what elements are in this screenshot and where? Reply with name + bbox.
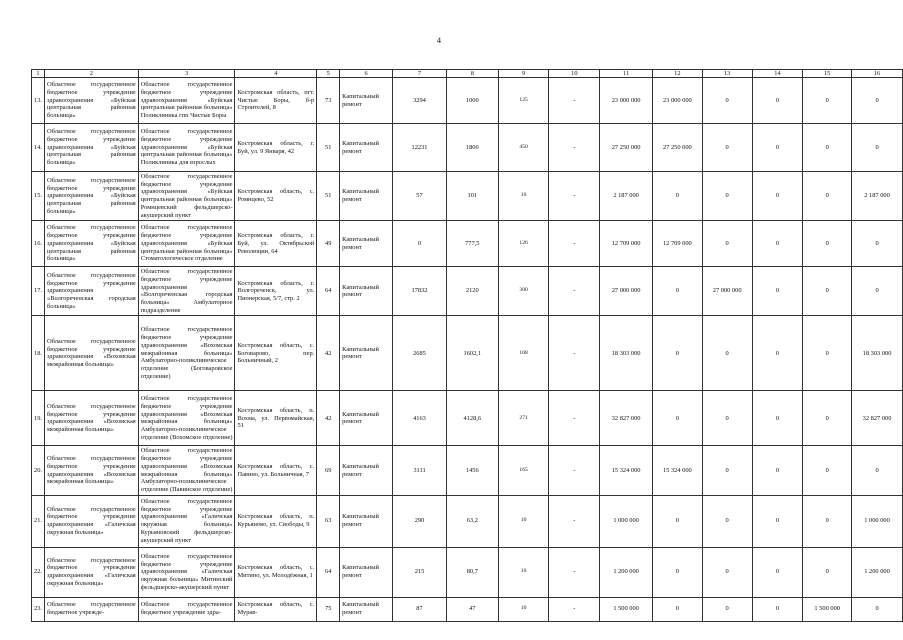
- table-row: [32, 495, 903, 547]
- col-11-value: 1 500 000: [600, 597, 653, 621]
- col-8-value: 4128,6: [446, 391, 498, 446]
- column-number: 1: [32, 70, 45, 78]
- col-8-value: 63,2: [446, 495, 498, 547]
- col-7-value: 290: [393, 495, 447, 547]
- column-number: 4: [235, 70, 317, 78]
- col-14-value: 0: [752, 78, 803, 124]
- col-8-value: 1800: [446, 124, 498, 172]
- work-type: Капитальный ремонт: [340, 446, 393, 495]
- col-13-value: 27 000 000: [702, 267, 752, 316]
- col-8-value: 101: [446, 172, 498, 221]
- col-9-value: 300: [498, 267, 549, 316]
- col-9-value: 165: [498, 446, 549, 495]
- col-14-value: 0: [752, 172, 803, 221]
- col-14-value: 0: [752, 391, 803, 446]
- address: Костромская область, с. Павино, ул. Больничная, 7: [235, 446, 317, 495]
- col-10-value: -: [549, 172, 600, 221]
- col-14-value: 0: [752, 316, 803, 391]
- institution-name: Областное государственное бюджетное учреждение здравоохранения «Вохомская межрайонная больница» Амбулаторно-поликлиническое отделение (Боговаровское отделение): [138, 316, 235, 391]
- col-15-value: 0: [803, 78, 852, 124]
- work-type: Капитальный ремонт: [340, 316, 393, 391]
- col-12-value: 0: [652, 495, 702, 547]
- col-5-value: 64: [317, 267, 340, 316]
- row-number: 23.: [32, 597, 45, 621]
- col-8-value: 80,7: [446, 547, 498, 597]
- col-7-value: 17832: [393, 267, 447, 316]
- col-12-value: 15 324 000: [652, 446, 702, 495]
- col-12-value: 0: [652, 267, 702, 316]
- col-11-value: 15 324 000: [600, 446, 653, 495]
- address: Костромская область, п. Курьяново, ул. Свободы, 9: [235, 495, 317, 547]
- col-5-value: 64: [317, 547, 340, 597]
- col-10-value: -: [549, 391, 600, 446]
- col-12-value: 0: [652, 547, 702, 597]
- table-row: [32, 124, 903, 172]
- col-10-value: -: [549, 495, 600, 547]
- work-type: Капитальный ремонт: [340, 547, 393, 597]
- row-number: 13.: [32, 78, 45, 124]
- row-number: 20.: [32, 446, 45, 495]
- col-13-value: 0: [702, 172, 752, 221]
- col-12-value: 0: [652, 597, 702, 621]
- col-12-value: 0: [652, 391, 702, 446]
- col-7-value: 3111: [393, 446, 447, 495]
- col-16-value: 2 187 000: [852, 172, 903, 221]
- work-type: Капитальный ремонт: [340, 495, 393, 547]
- col-12-value: 27 250 000: [652, 124, 702, 172]
- column-number-row: [32, 70, 903, 78]
- institution-name: Областное государственное бюджетное учреждение здравоохранения «Буйская центральная районная больница» Ромнцевский фельдшерско-акушерский пункт: [138, 172, 235, 221]
- col-11-value: 18 303 000: [600, 316, 653, 391]
- col-16-value: 0: [852, 221, 903, 267]
- col-13-value: 0: [702, 391, 752, 446]
- col-13-value: 0: [702, 597, 752, 621]
- col-9-value: 126: [498, 221, 549, 267]
- col-9-value: 450: [498, 124, 549, 172]
- col-11-value: 23 000 000: [600, 78, 653, 124]
- col-5-value: 42: [317, 316, 340, 391]
- col-7-value: 0: [393, 221, 447, 267]
- organization-name: Областное государственное бюджетное учреждение здравоохранения «Волгореченская городская больница»: [45, 267, 139, 316]
- table-row: [32, 172, 903, 221]
- page-number: 4: [437, 36, 441, 45]
- table-row: [32, 316, 903, 391]
- col-7-value: 3294: [393, 78, 447, 124]
- col-5-value: 42: [317, 391, 340, 446]
- row-number: 19.: [32, 391, 45, 446]
- organization-name: Областное государственное бюджетное учреждение здравоохранения «Вохомская межрайонная больница»: [45, 316, 139, 391]
- col-8-value: 1602,1: [446, 316, 498, 391]
- col-16-value: 0: [852, 78, 903, 124]
- institution-name: Областное государственное бюджетное учреждение здравоохранения «Галичская окружная больница» Митинский фельдшерско-акушерский пункт: [138, 547, 235, 597]
- col-7-value: 12231: [393, 124, 447, 172]
- col-16-value: 0: [852, 124, 903, 172]
- address: Костромская область, п. Вохма, ул. Первомайская, 51: [235, 391, 317, 446]
- row-number: 14.: [32, 124, 45, 172]
- col-15-value: 0: [803, 124, 852, 172]
- col-10-value: -: [549, 78, 600, 124]
- column-number: 6: [340, 70, 393, 78]
- col-16-value: 0: [852, 597, 903, 621]
- col-15-value: 0: [803, 267, 852, 316]
- column-number: 2: [45, 70, 139, 78]
- organization-name: Областное государственное бюджетное учреждение здравоохранения «Галичская окружная больница»: [45, 495, 139, 547]
- col-11-value: 27 250 000: [600, 124, 653, 172]
- col-7-value: 87: [393, 597, 447, 621]
- col-15-value: 0: [803, 495, 852, 547]
- col-14-value: 0: [752, 597, 803, 621]
- col-16-value: 0: [852, 446, 903, 495]
- organization-name: Областное государственное бюджетное учреждение здравоохранения «Вохомская межрайонная больница»: [45, 446, 139, 495]
- col-14-value: 0: [752, 221, 803, 267]
- col-9-value: 125: [498, 78, 549, 124]
- col-5-value: 75: [317, 597, 340, 621]
- col-5-value: 73: [317, 78, 340, 124]
- organization-name: Областное государственное бюджетное учреждение здравоохранения «Буйская центральная районная больница»: [45, 78, 139, 124]
- address: Костромская область, пгт. Чистые Боры, б-р Строителей, 8: [235, 78, 317, 124]
- col-14-value: 0: [752, 446, 803, 495]
- col-5-value: 63: [317, 495, 340, 547]
- col-10-value: -: [549, 267, 600, 316]
- work-type: Капитальный ремонт: [340, 221, 393, 267]
- col-13-value: 0: [702, 316, 752, 391]
- work-type: Капитальный ремонт: [340, 172, 393, 221]
- organization-name: Областное государственное бюджетное учреждение здравоохранения «Галичская окружная больница»: [45, 547, 139, 597]
- col-16-value: 1 000 000: [852, 495, 903, 547]
- column-number: 10: [549, 70, 600, 78]
- institution-name: Областное государственное бюджетное учреждение здравоохранения «Вохомская межрайонная больница» Амбулаторно-поликлиническое отделение (Павинское отделение): [138, 446, 235, 495]
- col-5-value: 51: [317, 172, 340, 221]
- col-13-value: 0: [702, 124, 752, 172]
- address: Костромская область, с. Митино, ул. Молодёжная, 1: [235, 547, 317, 597]
- col-16-value: 0: [852, 267, 903, 316]
- col-5-value: 49: [317, 221, 340, 267]
- col-15-value: 1 500 000: [803, 597, 852, 621]
- column-number: 5: [317, 70, 340, 78]
- table-row: [32, 597, 903, 621]
- objects-table: [31, 69, 903, 622]
- address: Костромская область, с. Ромнцево, 52: [235, 172, 317, 221]
- col-14-value: 0: [752, 547, 803, 597]
- row-number: 15.: [32, 172, 45, 221]
- col-14-value: 0: [752, 267, 803, 316]
- col-10-value: -: [549, 221, 600, 267]
- col-12-value: 12 709 000: [652, 221, 702, 267]
- col-9-value: 10: [498, 597, 549, 621]
- col-9-value: 10: [498, 172, 549, 221]
- work-type: Капитальный ремонт: [340, 124, 393, 172]
- col-14-value: 0: [752, 495, 803, 547]
- institution-name: Областное государственное бюджетное учреждение здравоохранения «Буйская центральная районная больница» Поликлиника гпп Чистые Боры: [138, 78, 235, 124]
- col-7-value: 215: [393, 547, 447, 597]
- table-row: [32, 267, 903, 316]
- col-7-value: 4163: [393, 391, 447, 446]
- col-15-value: 0: [803, 391, 852, 446]
- column-number: 14: [752, 70, 803, 78]
- col-10-value: -: [549, 597, 600, 621]
- institution-name: Областное государственное бюджетное учреждение здравоохранения «Волгореченская городская больница» Амбулаторное подразделение: [138, 267, 235, 316]
- col-13-value: 0: [702, 547, 752, 597]
- address: Костромская область, г. Буй, ул. Октябрьской Революции, 64: [235, 221, 317, 267]
- col-7-value: 2685: [393, 316, 447, 391]
- col-11-value: 1 000 000: [600, 495, 653, 547]
- col-7-value: 57: [393, 172, 447, 221]
- address: Костромская область, г. Буй, ул. 9 Января, 42: [235, 124, 317, 172]
- organization-name: Областное государственное бюджетное учреждение здравоохранения «Буйская центральная районная больница»: [45, 221, 139, 267]
- organization-name: Областное государственное бюджетное учреждение здравоохранения «Буйская центральная районная больница»: [45, 124, 139, 172]
- organization-name: Областное государственное бюджетное учрежде-: [45, 597, 139, 621]
- table-row: [32, 221, 903, 267]
- col-15-value: 0: [803, 221, 852, 267]
- col-16-value: 1 200 000: [852, 547, 903, 597]
- col-15-value: 0: [803, 446, 852, 495]
- col-9-value: 108: [498, 316, 549, 391]
- col-12-value: 0: [652, 172, 702, 221]
- col-12-value: 23 000 000: [652, 78, 702, 124]
- col-10-value: -: [549, 316, 600, 391]
- col-10-value: -: [549, 124, 600, 172]
- table-row: [32, 78, 903, 124]
- work-type: Капитальный ремонт: [340, 267, 393, 316]
- col-8-value: 47: [446, 597, 498, 621]
- address: Костромская область, с. Боговарово, пер. Больничный, 2: [235, 316, 317, 391]
- col-14-value: 0: [752, 124, 803, 172]
- col-15-value: 0: [803, 316, 852, 391]
- col-9-value: 271: [498, 391, 549, 446]
- table-row: [32, 446, 903, 495]
- col-10-value: -: [549, 446, 600, 495]
- col-8-value: 1456: [446, 446, 498, 495]
- col-8-value: 777,5: [446, 221, 498, 267]
- col-11-value: 12 709 000: [600, 221, 653, 267]
- col-11-value: 2 187 000: [600, 172, 653, 221]
- work-type: Капитальный ремонт: [340, 597, 393, 621]
- organization-name: Областное государственное бюджетное учреждение здравоохранения «Буйская центральная районная больница»: [45, 172, 139, 221]
- work-type: Капитальный ремонт: [340, 391, 393, 446]
- column-number: 9: [498, 70, 549, 78]
- col-10-value: -: [549, 547, 600, 597]
- col-15-value: 0: [803, 547, 852, 597]
- work-type: Капитальный ремонт: [340, 78, 393, 124]
- col-13-value: 0: [702, 78, 752, 124]
- institution-name: Областное государственное бюджетное учреждение здравоохранения «Буйская центральная районная больница» Стоматологическое отделение: [138, 221, 235, 267]
- institution-name: Областное государственное бюджетное учреждение здравоохранения «Галичская окружная больница» Курьяновский фельдшерско-акушерский пункт: [138, 495, 235, 547]
- row-number: 22.: [32, 547, 45, 597]
- col-12-value: 0: [652, 316, 702, 391]
- table-row: [32, 391, 903, 446]
- address: Костромская область, с. Мурав-: [235, 597, 317, 621]
- institution-name: Областное государственное бюджетное учреждение здравоохранения «Буйская центральная районная больница» Поликлиника для взрослых: [138, 124, 235, 172]
- row-number: 16.: [32, 221, 45, 267]
- column-number: 15: [803, 70, 852, 78]
- col-13-value: 0: [702, 446, 752, 495]
- organization-name: Областное государственное бюджетное учреждение здравоохранения «Вохомская межрайонная больница»: [45, 391, 139, 446]
- col-8-value: 2120: [446, 267, 498, 316]
- row-number: 21.: [32, 495, 45, 547]
- col-11-value: 32 827 000: [600, 391, 653, 446]
- institution-name: Областное государственное бюджетное учреждение здра-: [138, 597, 235, 621]
- table-row: [32, 547, 903, 597]
- col-16-value: 18 303 000: [852, 316, 903, 391]
- col-16-value: 32 827 000: [852, 391, 903, 446]
- institution-name: Областное государственное бюджетное учреждение здравоохранения «Вохомская межрайонная больница» Амбулаторно-поликлиническое отделение (Вохомское отделение): [138, 391, 235, 446]
- col-15-value: 0: [803, 172, 852, 221]
- row-number: 17.: [32, 267, 45, 316]
- col-11-value: 27 000 000: [600, 267, 653, 316]
- column-number: 8: [446, 70, 498, 78]
- col-9-value: 10: [498, 547, 549, 597]
- col-13-value: 0: [702, 495, 752, 547]
- col-9-value: 10: [498, 495, 549, 547]
- column-number: 16: [852, 70, 903, 78]
- row-number: 18.: [32, 316, 45, 391]
- col-5-value: 51: [317, 124, 340, 172]
- column-number: 7: [393, 70, 447, 78]
- col-11-value: 1 200 000: [600, 547, 653, 597]
- col-8-value: 1000: [446, 78, 498, 124]
- address: Костромская область, г. Волгореченск, ул. Пионерская, 5/7, стр. 2: [235, 267, 317, 316]
- column-number: 13: [702, 70, 752, 78]
- col-5-value: 69: [317, 446, 340, 495]
- col-13-value: 0: [702, 221, 752, 267]
- column-number: 3: [138, 70, 235, 78]
- column-number: 12: [652, 70, 702, 78]
- column-number: 11: [600, 70, 653, 78]
